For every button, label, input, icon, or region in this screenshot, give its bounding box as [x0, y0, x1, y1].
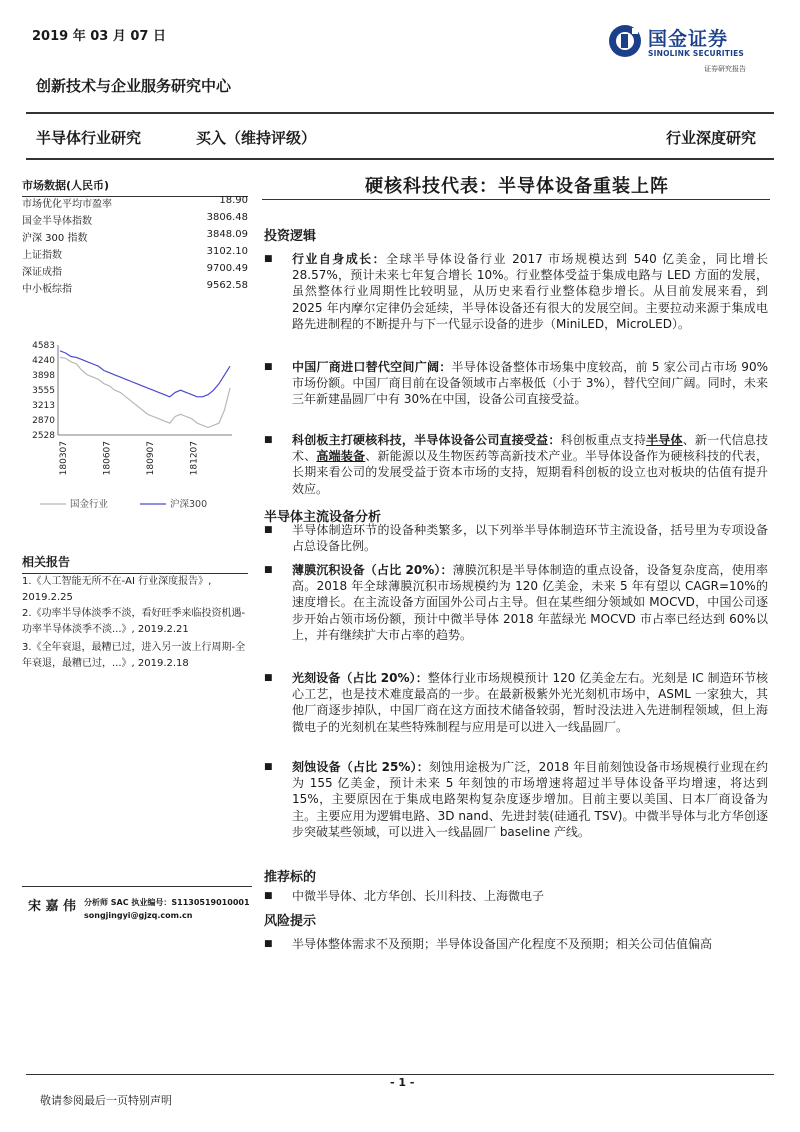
market-row: 中小板综指 9562.58 — [22, 280, 248, 295]
related-reports-title: 相关报告 — [22, 553, 248, 574]
chart-y-tick-label: 2528 — [32, 431, 55, 441]
paragraph-deposition: ■ 薄膜沉积设备（占比 20%）：薄膜沉积是半导体制造的重点设备，设备复杂度高，使用率高。2018 年全球薄膜沉积市场规模约为 120 亿美金，未来 5 年有望以 CAGR=10%的速度增长。在主流设备方面国外公司占主导。但在某些细分领域如 MOCVD，中国公司逐步开始占领市场份额，预计中微半导体 2018 年蓝绿光 MOCVD 市占率已经达到 60%以上，并有继续扩大市占率的趋势。 — [264, 563, 768, 642]
paragraph-star-market: ■ 科创板主打硬核科技，半导体设备公司直接受益：科创板重点支持半导体、新一代信息技术、高端装备、新能源以及生物医药等高新技术产业。半导体设备作为硬核科技的代表，长期来看公司的发展受益于资本市场的支持，短期看科创板的设立也对板块的估值有提升效应。 — [264, 433, 768, 496]
section-risks: 风险提示 — [264, 914, 317, 929]
author-divider — [22, 886, 252, 887]
related-report-item[interactable]: 1.《人工智能无所不在-AI 行业深度报告》, 2019.2.25 — [22, 576, 212, 603]
bullet-icon: ■ — [264, 565, 273, 575]
chart-y-tick-label: 3898 — [32, 371, 55, 381]
bullet-icon: ■ — [264, 891, 273, 901]
paragraph-equipment-intro: ■ 半导体制造环节的设备种类繁多，以下列举半导体制造环节主流设备，括号里为专项设备占总设备比例。 — [264, 523, 768, 554]
report-date: 2019 年 03 月 07 日 — [32, 29, 166, 44]
market-row: 市场优化平均市盈率 18.90 — [22, 195, 248, 210]
market-row: 国金半导体指数 3806.48 — [22, 212, 248, 227]
index-chart-svg — [20, 335, 252, 515]
chart-y-tick-label: 3555 — [32, 386, 55, 397]
bullet-icon: ■ — [264, 254, 273, 264]
paragraph-risks: ■ 半导体整体需求不及预期；半导体设备国产化程度不及预期；相关公司估值偏高 — [264, 937, 713, 951]
paragraph-etching: ■ 刻蚀设备（占比 25%）：刻蚀用途极为广泛，2018 年目前刻蚀设备市场规模行业现在约为 155 亿美金，预计未来 5 年刻蚀的市场增速将超过半导体设备平均增速，将达到 15%，主要原因在于集成电路架构复杂度逐步增加。目前主要以美国、日本厂商设备为主。主要应用为逻辑电路、3D nand、先进封装(硅通孔 TSV)。中微半导体与北方华创逐步突破某些领域，可以进入一线晶圆厂 baseline 产线。 — [264, 760, 769, 839]
chart-legend-label: 国金行业 — [70, 499, 109, 510]
sinolink-logo — [608, 24, 768, 74]
logo-english-name: SINOLINK SECURITIES — [648, 49, 745, 58]
related-report-item[interactable]: 2.《功率半导体淡季不淡，看好旺季来临投资机遇-功率半导体淡季不淡...》, 2019.2.21 — [22, 608, 246, 635]
paragraph-recommended-stocks: ■ 中微半导体、北方华创、长川科技、上海微电子 — [264, 889, 545, 903]
header-divider — [26, 112, 774, 114]
industry-label: 半导体行业研究 — [36, 129, 142, 147]
index-chart — [20, 335, 252, 515]
chart-legend-label: 沪深300 — [170, 499, 208, 510]
analyst-info — [84, 896, 250, 922]
report-title: 硬核科技代表：半导体设备重装上阵 — [365, 176, 669, 197]
chart-x-tick-label: 180307 — [59, 441, 69, 476]
paragraph-industry-growth: ■ 行业自身成长：全球半导体设备行业 2017 市场规模达到 540 亿美金，同比增长 28.57%，预计未来七年复合增长 10%。行业整体受益于集成电路与 LED 方面的发展，虽然整体行业周期性比较明显，从历史来看行业整体稳步增长。从目前发展来看，到 2025 年内摩尔定律仍会延续，半导体设备还有很大的发展空间。主要拉动来源于集成电路先进制程的不断提升与下一代显示设备的进步（MiniLED，MicroLED）。 — [264, 252, 768, 331]
related-report-item[interactable]: 3.《全年衰退，最糟已过，进入另一波上行周期-全年衰退，最糟已过，...》, 2019.2.18 — [22, 642, 246, 669]
bullet-icon: ■ — [264, 435, 273, 445]
title-divider — [262, 199, 770, 200]
report-type: 行业深度研究 — [665, 129, 756, 147]
footer-divider — [26, 1074, 774, 1075]
logo-subtitle: 证券研究报告 — [704, 65, 746, 73]
section-investment-logic: 投资逻辑 — [264, 229, 317, 244]
analyst-email[interactable]: songjingyi@gjzq.com.cn — [84, 911, 193, 920]
paragraph-import-substitution: ■ 中国厂商进口替代空间广阔：半导体设备整体市场集中度较高，前 5 家公司占市场 90%市场份额。中国厂商目前在设备领域市占率极低（小于 3%），替代空间广阔。同时，未来三年新建晶圆厂中有 30%在中国，设备公司直接受益。 — [264, 360, 768, 407]
research-center: 创新技术与企业服务研究中心 — [36, 77, 232, 95]
bullet-icon: ■ — [264, 362, 273, 372]
market-row: 深证成指 9700.49 — [22, 263, 248, 278]
header-divider-2 — [26, 158, 774, 160]
bullet-icon: ■ — [264, 673, 273, 683]
market-row: 沪深 300 指数 3848.09 — [22, 229, 248, 244]
rating-label: 买入（维持评级） — [196, 129, 317, 147]
logo-chinese-name: 国金证券 — [648, 28, 729, 50]
chart-y-tick-label: 4583 — [32, 341, 55, 351]
chart-x-tick-label: 180907 — [146, 441, 156, 476]
market-row: 上证指数 3102.10 — [22, 246, 248, 261]
bullet-icon: ■ — [264, 762, 273, 772]
chart-series-line — [60, 357, 230, 427]
sinolink-logo-icon — [608, 24, 642, 58]
section-recommendations: 推荐标的 — [264, 870, 317, 885]
chart-y-tick-label: 4240 — [32, 356, 55, 367]
bullet-icon: ■ — [264, 939, 273, 949]
chart-x-tick-label: 180607 — [102, 441, 113, 476]
page-number: - 1 - — [390, 1076, 415, 1089]
chart-x-tick-label: 181207 — [189, 441, 200, 476]
analyst-cert: 分析师 SAC 执业编号：S1130519010001 — [84, 898, 250, 907]
chart-y-tick-label: 3213 — [32, 401, 55, 411]
bullet-icon: ■ — [264, 525, 273, 535]
paragraph-lithography: ■ 光刻设备（占比 20%）：整体行业市场规模预计 120 亿美金左右。光刻是 IC 制造环节核心工艺，也是技术难度最高的一步。在最新极紫外光光刻机市场中，ASML 一家独大，其他厂商逐步掉队，中国厂商在这方面技术储备较弱，暂时没法进入先进制程领域，但上海微电子的光刻机在某些特殊制程与应用是可以进入一线晶圆厂。 — [264, 671, 768, 734]
footer-disclaimer: 敬请参阅最后一页特别声明 — [40, 1094, 172, 1107]
market-data-title: 市场数据(人民币) — [22, 177, 248, 197]
chart-y-tick-label: 2870 — [32, 416, 55, 427]
analyst-name: 宋 嘉 伟 — [28, 899, 77, 914]
section-equipment-analysis: 半导体主流设备分析 — [264, 510, 382, 525]
